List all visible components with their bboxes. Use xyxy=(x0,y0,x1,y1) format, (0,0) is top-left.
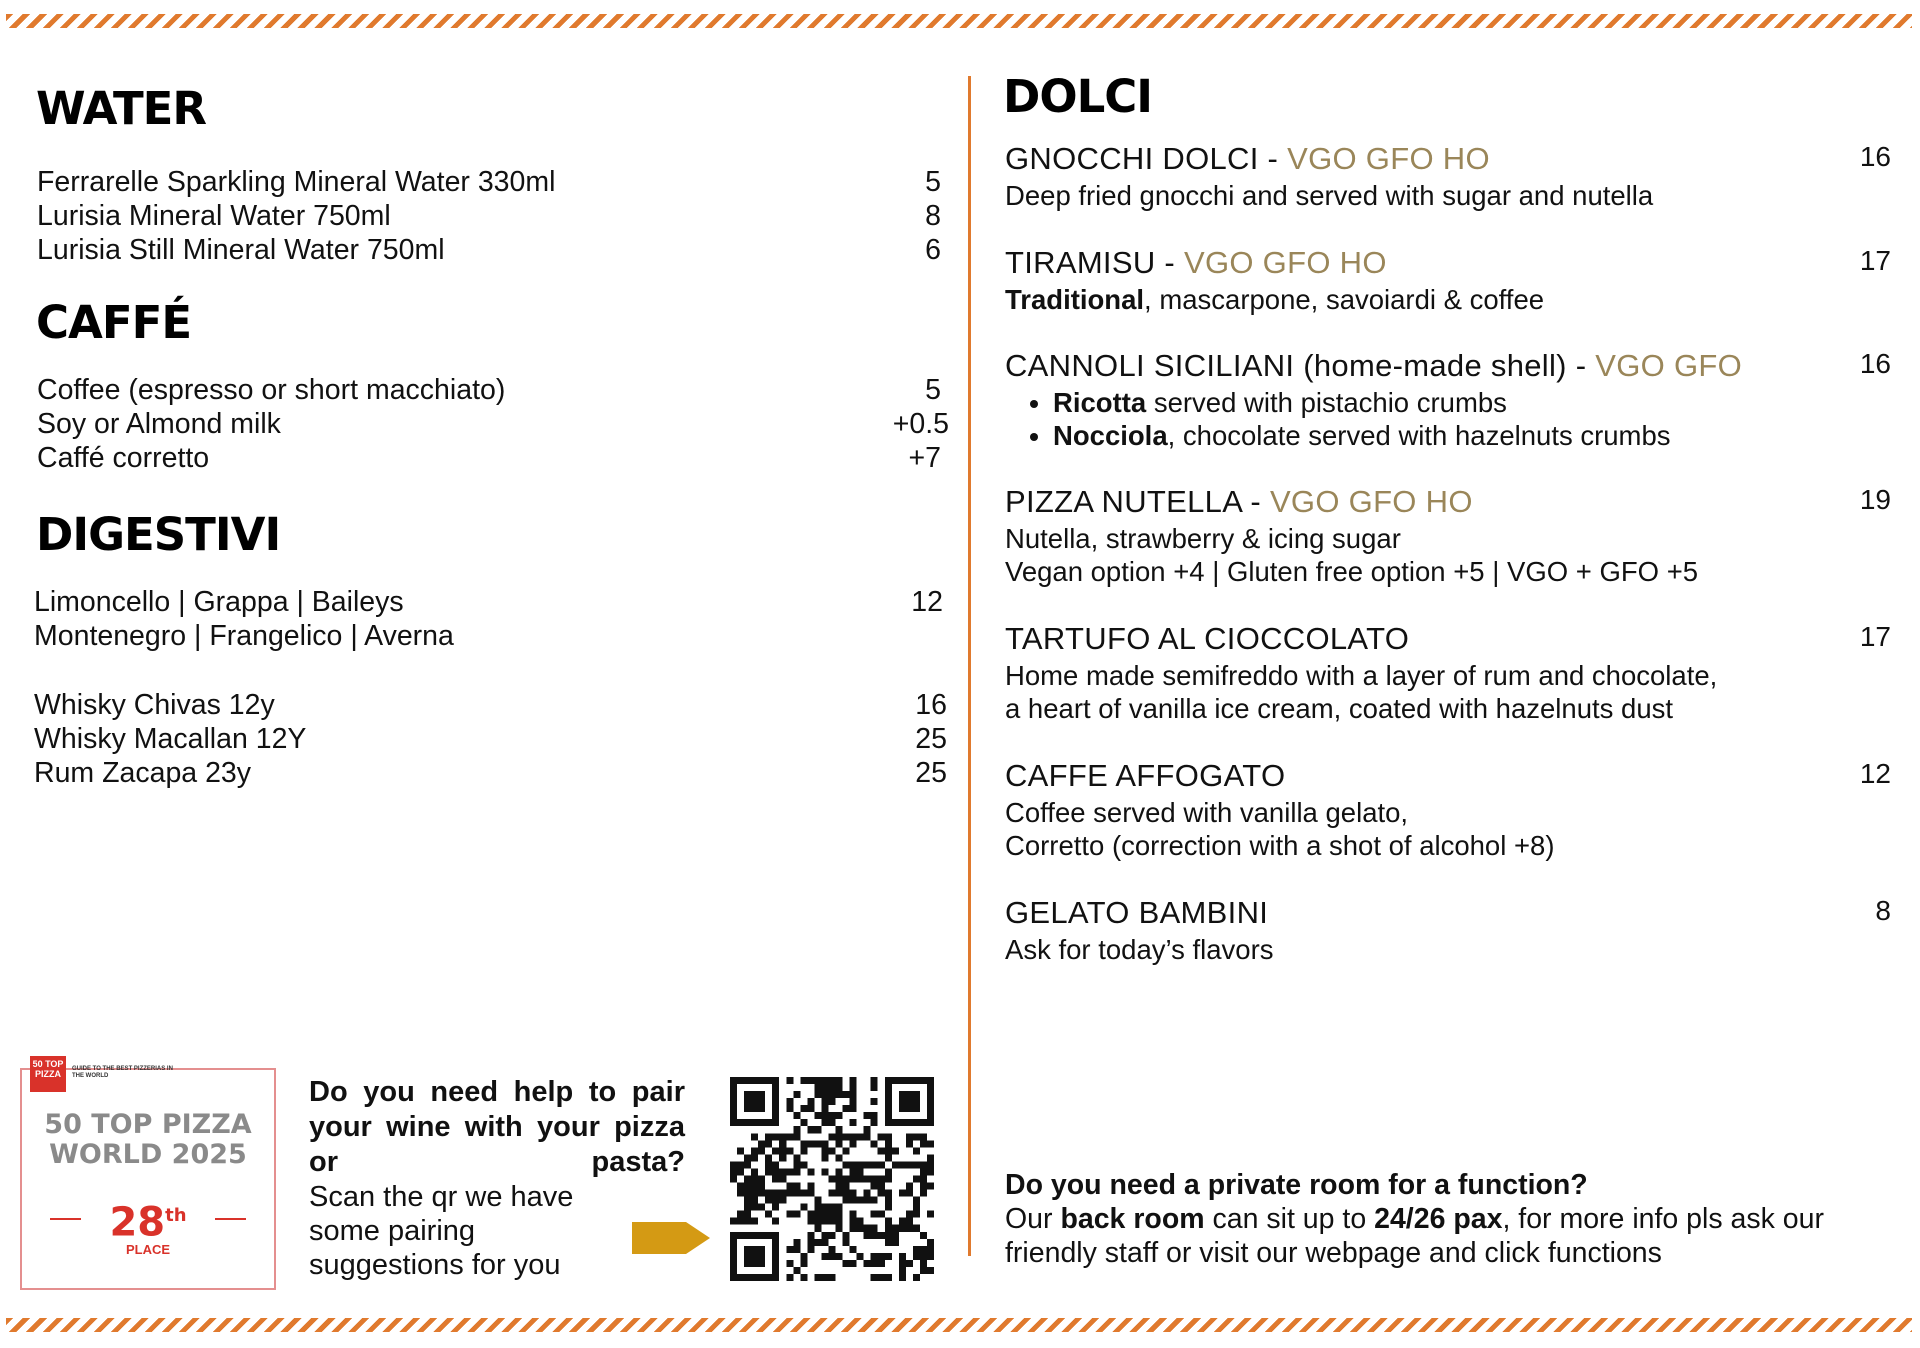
item-name: Whisky Chivas 12y xyxy=(34,688,275,721)
item-name: Ferrarelle Sparkling Mineral Water 330ml xyxy=(37,165,556,198)
award-rank-suffix: th xyxy=(165,1205,187,1226)
menu-row xyxy=(37,407,949,441)
menu-row xyxy=(34,688,947,722)
dessert-description: Vegan option +4 | Gluten free option +5 | VGO + GFO +5 xyxy=(1005,556,1699,587)
dessert-name: CAFFE AFFOGATO xyxy=(1005,758,1286,793)
dessert-title-row xyxy=(1005,484,1895,522)
dessert-name: CANNOLI SICILIANI xyxy=(1005,348,1295,383)
dietary-tags: VGO GFO HO xyxy=(1269,484,1473,519)
list-item xyxy=(1053,386,1895,419)
dessert-price: 12 xyxy=(1859,758,1891,789)
item-price: 16 xyxy=(915,688,947,721)
tag-separator: - xyxy=(1241,484,1270,519)
option-rest: , chocolate served with hazelnuts crumbs xyxy=(1167,420,1671,451)
award-rank-number: 28 xyxy=(109,1199,166,1246)
item-price: 5 xyxy=(925,165,941,198)
item-name: Lurisia Mineral Water 750ml xyxy=(37,199,391,232)
item-price: +0.5 xyxy=(892,407,949,440)
private-text-c: , for more info pls ask our friendly staff or visit our webpage and click functions xyxy=(1005,1203,1824,1269)
private-text-a: Our xyxy=(1005,1203,1061,1235)
award-rule-left xyxy=(50,1218,81,1220)
item-name: Lurisia Still Mineral Water 750ml xyxy=(37,233,445,266)
item-name: Rum Zacapa 23y xyxy=(34,756,252,789)
dessert-description xyxy=(1005,283,1895,316)
dessert-name: TIRAMISU xyxy=(1005,245,1156,280)
arrow-right-icon xyxy=(632,1218,710,1258)
award-rule-right xyxy=(215,1218,246,1220)
award-title-line1: 50 TOP PIZZA xyxy=(44,1109,252,1140)
item-price: 6 xyxy=(925,233,941,266)
dessert-name: PIZZA NUTELLA xyxy=(1005,484,1242,519)
private-room-text xyxy=(1005,1202,1905,1270)
dessert-price: 16 xyxy=(1859,141,1891,172)
dessert-name: GNOCCHI DOLCI xyxy=(1005,141,1259,176)
dessert-title-row xyxy=(1005,141,1895,179)
award-guide-text: GUIDE TO THE BEST PIZZERIAS IN THE WORLD xyxy=(72,1066,173,1079)
dessert-item xyxy=(1005,758,1895,862)
award-rank-row xyxy=(22,1194,274,1244)
menu-row xyxy=(37,233,941,267)
item-price: 8 xyxy=(925,199,941,232)
dessert-price: 19 xyxy=(1859,484,1891,515)
dessert-price: 17 xyxy=(1859,621,1891,652)
private-text-b: can sit up to xyxy=(1204,1203,1375,1235)
description-rest: , mascarpone, savoiardi & coffee xyxy=(1144,284,1545,315)
option-bold: Ricotta xyxy=(1053,387,1147,418)
digestivi-heading: DIGESTIVI xyxy=(36,508,281,561)
menu-row xyxy=(34,722,947,756)
item-name: Coffee (espresso or short macchiato) xyxy=(37,373,506,406)
dessert-price: 8 xyxy=(1875,895,1891,926)
dessert-item xyxy=(1005,141,1895,212)
dessert-item xyxy=(1005,621,1895,725)
award-badge xyxy=(20,1059,276,1290)
dessert-name: TARTUFO AL CIOCCOLATO xyxy=(1005,621,1410,656)
dessert-item xyxy=(1005,484,1895,588)
menu-row xyxy=(37,441,941,475)
menu-row xyxy=(34,585,943,619)
item-name: Montenegro | Frangelico | Averna xyxy=(34,619,454,652)
item-name: Limoncello | Grappa | Baileys xyxy=(34,585,404,618)
award-place-label: PLACE xyxy=(125,1242,171,1257)
tag-separator: - xyxy=(1258,141,1288,176)
bottom-stripe-border xyxy=(6,1318,1912,1332)
private-room-info xyxy=(1005,1168,1905,1270)
pairing-question: Do you need help to pair your wine with your pizza or pasta? xyxy=(309,1076,685,1178)
dessert-price: 16 xyxy=(1859,348,1891,379)
dessert-name-suffix: (home-made shell) xyxy=(1294,348,1567,383)
dessert-options xyxy=(1005,386,1895,452)
dietary-tags: VGO GFO xyxy=(1595,348,1743,383)
dessert-description: Home made semifreddo with a layer of rum and chocolate, xyxy=(1005,660,1718,691)
option-bold: Nocciola xyxy=(1053,420,1168,451)
dessert-title-row xyxy=(1005,758,1895,796)
award-rank xyxy=(109,1194,186,1244)
column-divider xyxy=(968,76,971,1256)
dessert-description: a heart of vanilla ice cream, coated with hazelnuts dust xyxy=(1005,693,1674,724)
dessert-item xyxy=(1005,348,1895,452)
award-logo: 50 TOP PIZZA xyxy=(30,1056,66,1092)
item-name: Whisky Macallan 12Y xyxy=(34,722,307,755)
private-room-question: Do you need a private room for a function? xyxy=(1005,1169,1588,1201)
item-price: 25 xyxy=(915,722,947,755)
dessert-title-row xyxy=(1005,245,1895,283)
water-heading: WATER xyxy=(36,82,207,135)
dessert-title-row xyxy=(1005,895,1895,933)
tag-separator: - xyxy=(1155,245,1184,280)
dessert-description: Deep fried gnocchi and served with sugar and nutella xyxy=(1005,180,1654,211)
dessert-description: Coffee served with vanilla gelato, xyxy=(1005,797,1409,828)
dessert-title-row xyxy=(1005,621,1895,659)
dietary-tags: VGO GFO HO xyxy=(1287,141,1490,176)
dessert-item xyxy=(1005,245,1895,316)
menu-row xyxy=(37,373,941,407)
pairing-instruction: Scan the qr we have some pairing suggestions for you xyxy=(309,1181,574,1281)
item-name: Caffé corretto xyxy=(37,441,210,474)
dessert-description: Ask for today’s flavors xyxy=(1005,934,1274,965)
caffe-heading: CAFFÉ xyxy=(36,296,192,349)
item-price: +7 xyxy=(908,441,941,474)
dessert-price: 17 xyxy=(1859,245,1891,276)
item-price: 5 xyxy=(925,373,941,406)
item-price: 12 xyxy=(911,585,943,618)
dessert-name: GELATO BAMBINI xyxy=(1005,895,1269,930)
dessert-item xyxy=(1005,895,1895,966)
menu-row xyxy=(34,619,943,653)
private-bold-b: 24/26 pax xyxy=(1374,1203,1503,1235)
private-bold-a: back room xyxy=(1060,1203,1205,1235)
menu-row xyxy=(34,756,947,790)
dietary-tags: VGO GFO HO xyxy=(1183,245,1387,280)
tag-separator: - xyxy=(1566,348,1596,383)
list-item xyxy=(1053,419,1895,452)
option-rest: served with pistachio crumbs xyxy=(1146,387,1507,418)
menu-row xyxy=(37,199,941,233)
dolci-heading: DOLCI xyxy=(1003,70,1153,123)
qr-code-icon[interactable] xyxy=(726,1077,938,1281)
item-name: Soy or Almond milk xyxy=(37,407,281,440)
award-title-line2: WORLD 2025 xyxy=(49,1139,247,1170)
award-title xyxy=(22,1110,274,1170)
dessert-title-row xyxy=(1005,348,1895,386)
top-stripe-border xyxy=(6,14,1912,28)
dessert-description: Nutella, strawberry & icing sugar xyxy=(1005,523,1401,554)
item-price: 25 xyxy=(915,756,947,789)
description-bold: Traditional xyxy=(1005,284,1145,315)
menu-row xyxy=(37,165,941,199)
dessert-description: Corretto (correction with a shot of alcohol +8) xyxy=(1005,830,1555,861)
